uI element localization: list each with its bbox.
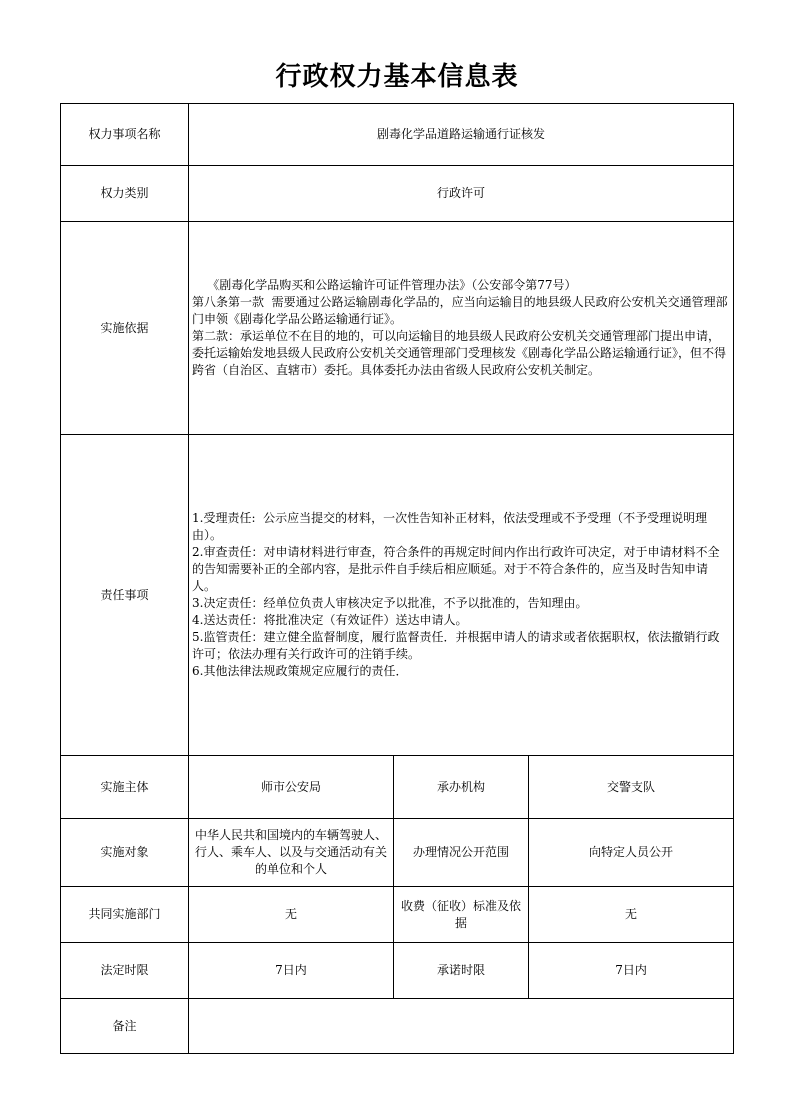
basis-line: 《剧毒化学品购买和公路运输许可证件管理办法》（公安部令第77号） <box>192 278 577 292</box>
fee-label: 收费（征收）标准及依据 <box>394 887 529 943</box>
legal-time-label: 法定时限 <box>61 943 189 999</box>
table-row <box>61 819 734 887</box>
table-row <box>61 222 734 435</box>
basis-line: 第二款：承运单位不在目的地的，可以向运输目的地县级人民政府公安机关交通管理部门提出申请，委托运输始发地县级人民政府公安机关交通管理部门受理核发《剧毒化学品公路运输通行证》，但不得跨省（自治区、直辖市）委托。具体委托办法由省级人民政府公安机关制定。 <box>192 329 727 377</box>
duties-label: 责任事项 <box>61 435 189 756</box>
category-value: 行政许可 <box>189 166 734 222</box>
fee-value: 无 <box>529 887 734 943</box>
table-row <box>61 104 734 166</box>
table-row <box>61 887 734 943</box>
basis-line: 第八条第一款 需要通过公路运输剧毒化学品的，应当向运输目的地县级人民政府公安机关交通管理部门申领《剧毒化学品公路运输通行证》。 <box>192 295 728 326</box>
remarks-label: 备注 <box>61 999 189 1054</box>
duties-content <box>189 435 734 756</box>
table-row <box>61 756 734 819</box>
table-row <box>61 166 734 222</box>
table-row <box>61 435 734 756</box>
target-value: 中华人民共和国境内的车辆驾驶人、行人、乘车人、以及与交通活动有关的单位和个人 <box>189 819 394 887</box>
duty-line: 1.受理责任: 公示应当提交的材料，一次性告知补正材料，依法受理或不予受理（不予受理说明理由）。 <box>192 511 708 542</box>
category-label: 权力类别 <box>61 166 189 222</box>
subject-label: 实施主体 <box>61 756 189 819</box>
name-label: 权力事项名称 <box>61 104 189 166</box>
subject-value: 师市公安局 <box>189 756 394 819</box>
promised-time-value: 7日内 <box>529 943 734 999</box>
agency-value: 交警支队 <box>529 756 734 819</box>
disclosure-label: 办理情况公开范围 <box>394 819 529 887</box>
target-label: 实施对象 <box>61 819 189 887</box>
basis-label: 实施依据 <box>61 222 189 435</box>
joint-value: 无 <box>189 887 394 943</box>
duty-line: 2.审查责任：对申请材料进行审查，符合条件的再规定时间内作出行政许可决定，对于申请材料不全的告知需要补正的全部内容，是批示件自手续后相应顺延。对于不符合条件的，应当及时告知申请人。 <box>192 545 720 593</box>
duty-line: 3.决定责任：经单位负责人审核决定予以批准，不予以批准的，告知理由。 <box>192 596 588 610</box>
duty-line: 4.送达责任：将批准决定（有效证件）送达申请人。 <box>192 613 468 627</box>
joint-label: 共同实施部门 <box>61 887 189 943</box>
legal-time-value: 7日内 <box>189 943 394 999</box>
info-table <box>60 103 734 1054</box>
disclosure-value: 向特定人员公开 <box>529 819 734 887</box>
agency-label: 承办机构 <box>394 756 529 819</box>
basis-content <box>189 222 734 435</box>
name-value: 剧毒化学品道路运输通行证核发 <box>189 104 734 166</box>
table-row <box>61 943 734 999</box>
page-title: 行政权力基本信息表 <box>275 62 519 92</box>
remarks-value <box>189 999 734 1054</box>
duty-line: 5.监管责任：建立健全监督制度，履行监督责任．并根据申请人的请求或者依据职权，依法撤销行政许可；依法办理有关行政许可的注销手续。 <box>192 630 720 661</box>
promised-time-label: 承诺时限 <box>394 943 529 999</box>
duty-line: 6.其他法律法规政策规定应履行的责任． <box>192 664 408 678</box>
table-row <box>61 999 734 1054</box>
